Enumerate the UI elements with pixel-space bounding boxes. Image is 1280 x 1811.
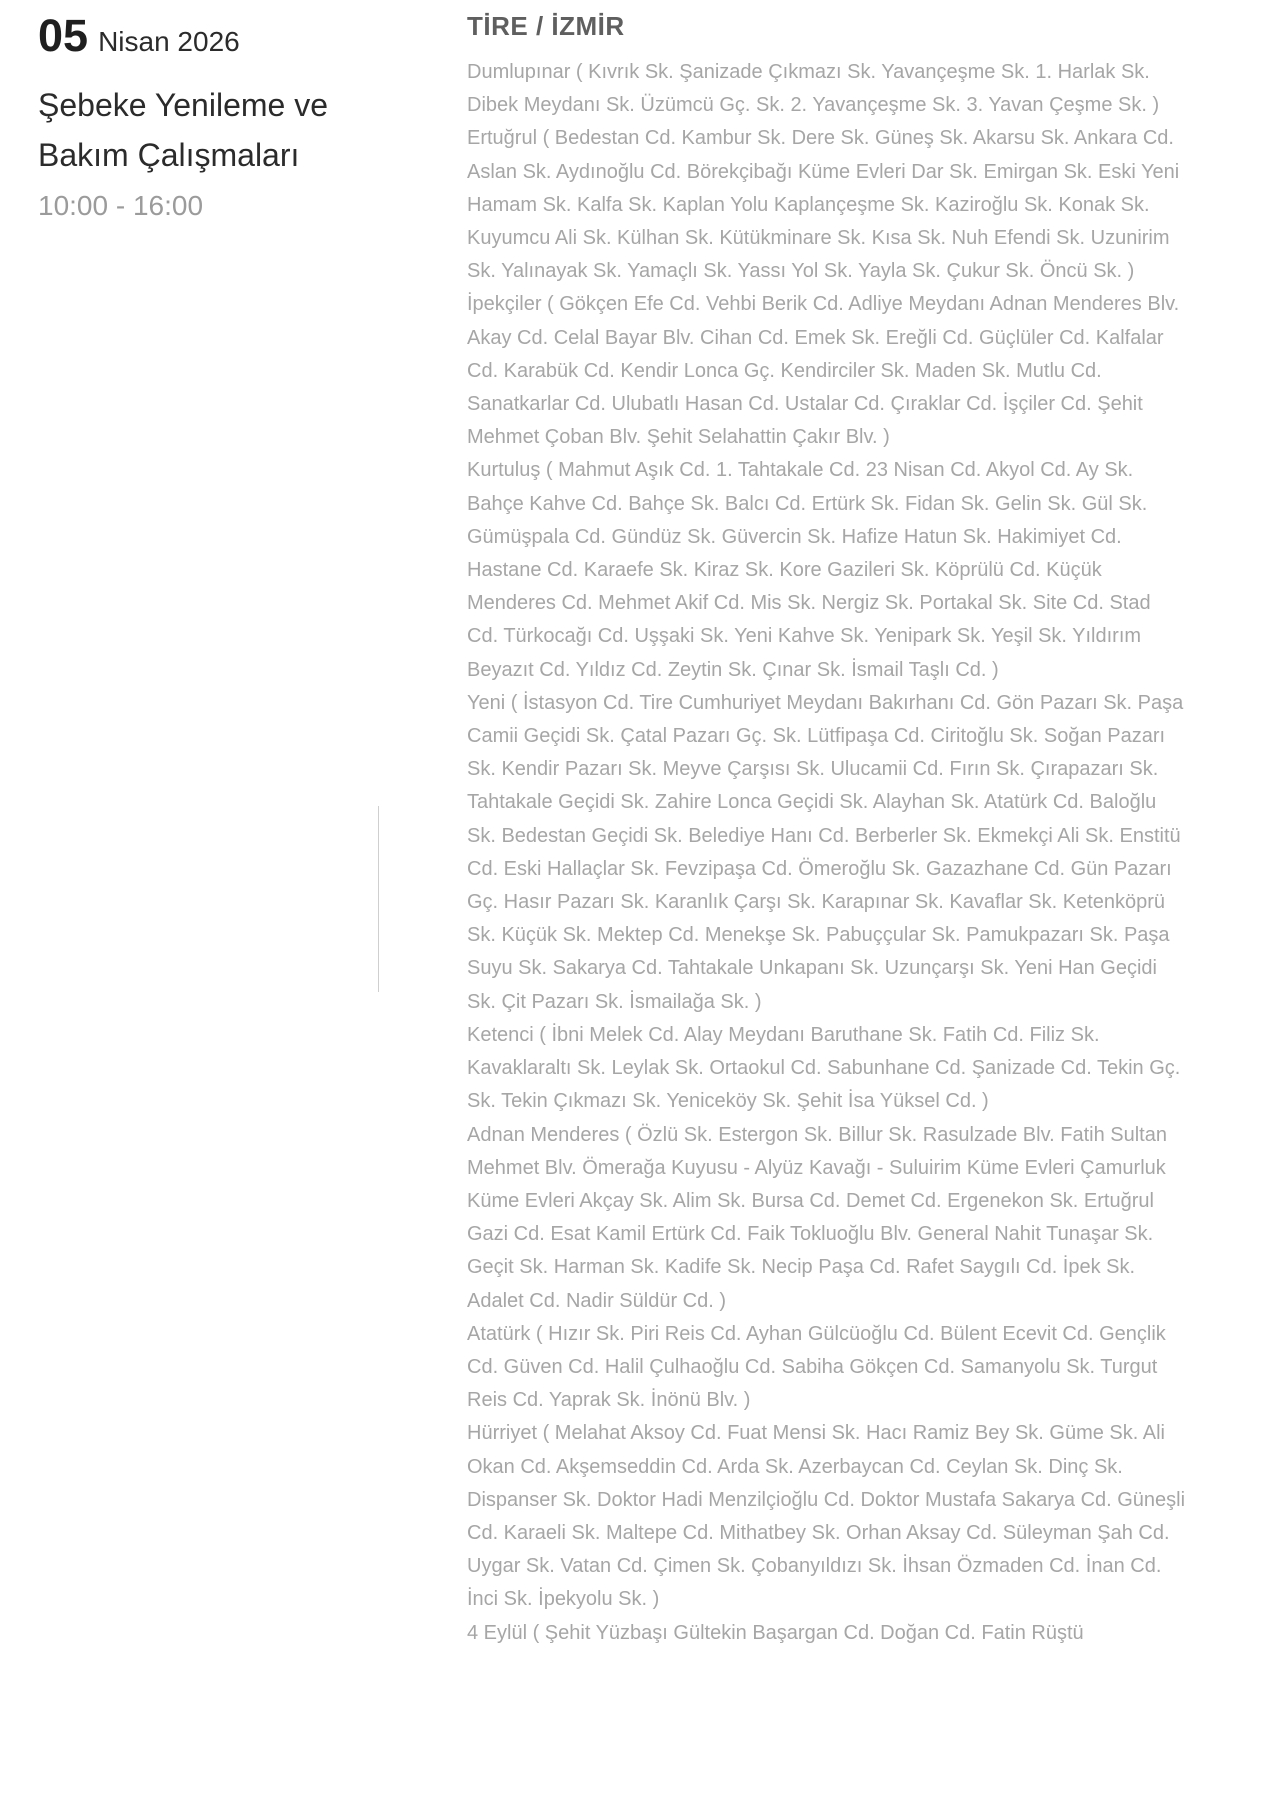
event-month-year: Nisan 2026: [98, 26, 240, 57]
event-summary: [38, 6, 368, 226]
district-item: 4 Eylül ( Şehit Yüzbaşı Gültekin Başargan Cd. Doğan Cd. Fatin Rüştü: [467, 1621, 1084, 1644]
district-item: Adnan Menderes ( Özlü Sk. Estergon Sk. Billur Sk. Rasulzade Blv. Fatih Sultan Mehmet Blv. Ömerağa Kuyusu - Alyüz Kavağı - Suluirim Küme Evleri Çamurluk Küme Evleri Akçay Sk. Alim Sk. Bursa Cd. Demet Cd. Ergenekon Sk. Ertuğrul Gazi Cd. Esat Kamil Ertürk Cd. Faik Tokluoğlu Blv. General Nahit Tunaşar Sk. Geçit Sk. Harman Sk. Kadife Sk. Necip Paşa Cd. Rafet Saygılı Cd. İpek Sk. Adalet Cd. Nadir Süldür Cd. ): [467, 1123, 1167, 1312]
district-item: Hürriyet ( Melahat Aksoy Cd. Fuat Mensi Sk. Hacı Ramiz Bey Sk. Güme Sk. Ali Okan Cd. Akşemseddin Cd. Arda Sk. Azerbaycan Cd. Ceylan Sk. Dinç Sk. Dispanser Sk. Doktor Hadi Menzilçioğlu Cd. Doktor Mustafa Sakarya Cd. Güneşli Cd. Karaeli Sk. Maltepe Cd. Mithatbey Sk. Orhan Aksay Cd. Süleyman Şah Cd. Uygar Sk. Vatan Cd. Çimen Sk. Çobanyıldızı Sk. İhsan Özmaden Cd. İnan Cd. İnci Sk. İpekyolu Sk. ): [467, 1422, 1186, 1611]
district-item: Yeni ( İstasyon Cd. Tire Cumhuriyet Meydanı Bakırhanı Cd. Gön Pazarı Sk. Paşa Camii Geçidi Sk. Çatal Pazarı Gç. Sk. Lütfipaşa Cd. Ciritoğlu Sk. Soğan Pazarı Sk. Kendir Pazarı Sk. Meyve Çarşısı Sk. Ulucamii Cd. Fırın Sk. Çırapazarı Sk. Tahtakale Geçidi Sk. Zahire Lonca Geçidi Sk. Alayhan Sk. Atatürk Cd. Baloğlu Sk. Bedestan Geçidi Sk. Belediye Hanı Cd. Berberler Sk. Ekmekçi Ali Sk. Enstitü Cd. Eski Hallaçlar Sk. Fevzipaşa Cd. Ömeroğlu Sk. Gazazhane Cd. Gün Pazarı Gç. Hasır Pazarı Sk. Karanlık Çarşı Sk. Karapınar Sk. Kavaflar Sk. Ketenköprü Sk. Küçük Sk. Mektep Cd. Menekşe Sk. Pabuççular Sk. Pamukpazarı Sk. Paşa Suyu Sk. Sakarya Cd. Tahtakale Unkapanı Sk. Uzunçarşı Sk. Yeni Han Geçidi Sk. Çit Pazarı Sk. İsmailağa Sk. ): [467, 691, 1184, 1013]
district-item: İpekçiler ( Gökçen Efe Cd. Vehbi Berik Cd. Adliye Meydanı Adnan Menderes Blv. Akay Cd. Celal Bayar Blv. Cihan Cd. Emek Sk. Ereğli Cd. Güçlüler Cd. Kalfalar Cd. Karabük Cd. Kendir Lonca Gç. Kendirciler Sk. Maden Sk. Mutlu Cd. Sanatkarlar Cd. Ulubatlı Hasan Cd. Ustalar Cd. Çıraklar Cd. İşçiler Cd. Şehit Mehmet Çoban Blv. Şehit Selahattin Çakır Blv. ): [467, 293, 1180, 449]
column-divider: [378, 806, 379, 992]
district-item: Dumlupınar ( Kıvrık Sk. Şanizade Çıkmazı Sk. Yavançeşme Sk. 1. Harlak Sk. Dibek Meydanı Sk. Üzümcü Gç. Sk. 2. Yavançeşme Sk. 3. Yavan Çeşme Sk. ): [467, 61, 1160, 117]
location-heading: TİRE / İZMİR: [467, 11, 625, 41]
affected-areas: [467, 8, 1187, 1650]
district-item: Kurtuluş ( Mahmut Aşık Cd. 1. Tahtakale Cd. 23 Nisan Cd. Akyol Cd. Ay Sk. Bahçe Kahve Cd. Bahçe Sk. Balcı Cd. Ertürk Sk. Fidan Sk. Gelin Sk. Gül Sk. Gümüşpala Cd. Gündüz Sk. Güvercin Sk. Hafize Hatun Sk. Hakimiyet Cd. Hastane Cd. Karaefe Sk. Kiraz Sk. Kore Gazileri Sk. Köprülü Cd. Küçük Menderes Cd. Mehmet Akif Cd. Mis Sk. Nergiz Sk. Portakal Sk. Site Cd. Stad Cd. Türkocağı Cd. Uşşaki Sk. Yeni Kahve Sk. Yenipark Sk. Yeşil Sk. Yıldırım Beyazıt Cd. Yıldız Cd. Zeytin Sk. Çınar Sk. İsmail Taşlı Cd. ): [467, 459, 1151, 681]
district-item: Ketenci ( İbni Melek Cd. Alay Meydanı Baruthane Sk. Fatih Cd. Filiz Sk. Kavaklaraltı Sk. Leylak Sk. Ortaokul Cd. Sabunhane Cd. Şanizade Cd. Tekin Gç. Sk. Tekin Çıkmazı Sk. Yeniceköy Sk. Şehit İsa Yüksel Cd. ): [467, 1023, 1181, 1113]
event-title: Şebeke Yenileme ve Bakım Çalışmaları: [38, 87, 328, 173]
event-day: 05: [38, 10, 89, 61]
district-item: Ertuğrul ( Bedestan Cd. Kambur Sk. Dere Sk. Güneş Sk. Akarsu Sk. Ankara Cd. Aslan Sk. Aydınoğlu Cd. Börekçibağı Küme Evleri Dar Sk. Emirgan Sk. Eski Yeni Hamam Sk. Kalfa Sk. Kaplan Yolu Kaplançeşme Sk. Kaziroğlu Sk. Konak Sk. Kuyumcu Ali Sk. Külhan Sk. Kütükminare Sk. Kısa Sk. Nuh Efendi Sk. Uzunirim Sk. Yalınayak Sk. Yamaçlı Sk. Yassı Yol Sk. Yayla Sk. Çukur Sk. Öncü Sk. ): [467, 127, 1180, 283]
district-item: Atatürk ( Hızır Sk. Piri Reis Cd. Ayhan Gülcüoğlu Cd. Bülent Ecevit Cd. Gençlik Cd. Güven Cd. Halil Çulhaoğlu Cd. Sabiha Gökçen Cd. Samanyolu Sk. Turgut Reis Cd. Yaprak Sk. İnönü Blv. ): [467, 1322, 1166, 1412]
event-date: [38, 6, 368, 72]
event-time: 10:00 - 16:00: [38, 190, 204, 221]
